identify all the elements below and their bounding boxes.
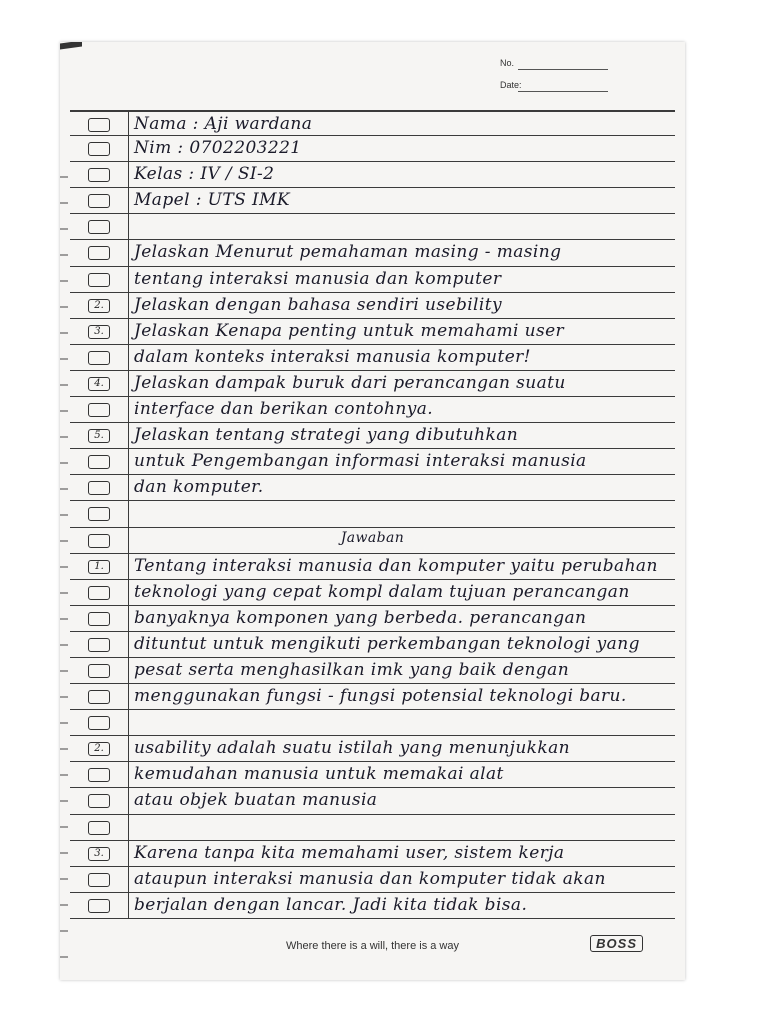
ruled-line [70, 162, 675, 188]
date-label: Date: [500, 80, 522, 90]
ruled-line [70, 371, 675, 397]
handwritten-text: Jelaskan Kenapa penting untuk memahami user [134, 320, 565, 341]
checkbox [88, 220, 110, 234]
handwritten-text: Jelaskan dampak buruk dari perancangan suatu [134, 372, 566, 393]
ruled-line [70, 762, 675, 788]
margin-line [128, 240, 129, 265]
ruled-line [70, 475, 675, 501]
handwritten-text: Mapel : UTS IMK [134, 190, 290, 211]
checkbox [88, 246, 110, 260]
margin-line [128, 632, 129, 657]
number-field [500, 58, 514, 68]
margin-line [128, 267, 129, 292]
ruled-line [70, 267, 675, 293]
margin-line [128, 423, 129, 448]
margin-line [128, 501, 129, 526]
ruled-line [70, 867, 675, 893]
checkbox: 2. [88, 299, 110, 313]
margin-line [128, 684, 129, 709]
binding-mark [60, 42, 82, 50]
checkbox [88, 768, 110, 782]
checkbox: 1. [88, 560, 110, 574]
checkbox [88, 118, 110, 132]
checkbox [88, 586, 110, 600]
checkbox [88, 481, 110, 495]
handwritten-text: Tentang interaksi manusia dan komputer yaitu perubahan [134, 555, 658, 576]
checkbox [88, 794, 110, 808]
checkbox [88, 507, 110, 521]
margin-line [128, 475, 129, 500]
ruled-line [70, 710, 675, 736]
handwritten-text: Jelaskan Menurut pemahaman masing - masing [134, 242, 562, 263]
margin-line [128, 788, 129, 813]
handwritten-text: ataupun interaksi manusia dan komputer tidak akan [134, 868, 606, 889]
margin-line [128, 188, 129, 213]
handwritten-text: atau objek buatan manusia [134, 790, 378, 811]
checkbox [88, 821, 110, 835]
margin-line [128, 762, 129, 787]
ruled-line [70, 606, 675, 632]
checkbox: 3. [88, 325, 110, 339]
ruled-line [70, 397, 675, 423]
brand-logo: BOSS [590, 935, 643, 952]
margin-line [128, 214, 129, 239]
handwritten-text: Kelas : IV / SI-2 [134, 164, 275, 185]
ruled-line [70, 501, 675, 527]
handwritten-text: Jawaban [340, 529, 405, 546]
margin-line [128, 580, 129, 605]
handwritten-text: Karena tanpa kita memahami user, sistem kerja [134, 842, 565, 863]
checkbox [88, 638, 110, 652]
ruled-line [70, 110, 675, 136]
checkbox [88, 716, 110, 730]
date-line [518, 91, 608, 92]
checkbox [88, 455, 110, 469]
margin-line [128, 867, 129, 892]
ruled-line [70, 188, 675, 214]
checkbox [88, 690, 110, 704]
margin-line [128, 345, 129, 370]
handwritten-text: dan komputer. [134, 477, 264, 498]
handwritten-text: tentang interaksi manusia dan komputer [134, 268, 502, 289]
ruled-line [70, 528, 675, 554]
ruled-lines [70, 110, 675, 919]
margin-line [128, 449, 129, 474]
ruled-line [70, 423, 675, 449]
ruled-line [70, 345, 675, 371]
checkbox: 3. [88, 847, 110, 861]
margin-line [128, 397, 129, 422]
number-line [518, 69, 608, 70]
handwritten-text: kemudahan manusia untuk memakai alat [134, 764, 504, 785]
handwritten-text: interface dan berikan contohnya. [134, 399, 434, 420]
date-field [500, 80, 522, 90]
handwritten-text: berjalan dengan lancar. Jadi kita tidak bisa. [134, 894, 528, 915]
margin-line [128, 371, 129, 396]
ruled-line [70, 449, 675, 475]
margin-line [128, 112, 129, 135]
handwritten-text: banyaknya komponen yang berbeda. perancangan [134, 607, 587, 628]
ruled-line [70, 319, 675, 345]
checkbox [88, 142, 110, 156]
ruled-line [70, 788, 675, 814]
handwritten-text: menggunakan fungsi - fungsi potensial teknologi baru. [134, 686, 627, 707]
ruled-line [70, 841, 675, 867]
ruled-line [70, 240, 675, 266]
handwritten-text: usability adalah suatu istilah yang menunjukkan [134, 738, 570, 759]
checkbox [88, 899, 110, 913]
ruled-line [70, 815, 675, 841]
margin-line [128, 162, 129, 187]
checkbox [88, 168, 110, 182]
ruled-line [70, 293, 675, 319]
notebook-page [60, 42, 685, 980]
margin-line [128, 319, 129, 344]
ruled-line [70, 736, 675, 762]
margin-line [128, 815, 129, 840]
checkbox [88, 403, 110, 417]
checkbox [88, 351, 110, 365]
ruled-line [70, 554, 675, 580]
handwritten-text: dalam konteks interaksi manusia komputer! [134, 346, 531, 367]
checkbox [88, 612, 110, 626]
margin-line [128, 841, 129, 866]
margin-line [128, 293, 129, 318]
number-label: No. [500, 58, 515, 68]
ruled-line [70, 632, 675, 658]
page-edge-ticks [60, 152, 68, 972]
checkbox [88, 194, 110, 208]
checkbox: 4. [88, 377, 110, 391]
checkbox [88, 873, 110, 887]
margin-line [128, 606, 129, 631]
handwritten-text: teknologi yang cepat kompl dalam tujuan perancangan [134, 581, 630, 602]
checkbox [88, 273, 110, 287]
handwritten-text: Nim : 0702203221 [134, 138, 302, 159]
handwritten-text: Jelaskan dengan bahasa sendiri usebility [134, 294, 502, 315]
ruled-line [70, 658, 675, 684]
ruled-line [70, 684, 675, 710]
handwritten-text: pesat serta menghasilkan imk yang baik dengan [134, 659, 570, 680]
handwritten-text: Jelaskan tentang strategi yang dibutuhkan [134, 425, 519, 446]
margin-line [128, 736, 129, 761]
checkbox: 5. [88, 429, 110, 443]
margin-line [128, 710, 129, 735]
ruled-line [70, 893, 675, 919]
handwritten-text: Nama : Aji wardana [134, 114, 313, 134]
ruled-line [70, 136, 675, 162]
ruled-line [70, 214, 675, 240]
margin-line [128, 893, 129, 918]
checkbox: 2. [88, 742, 110, 756]
footer-motto: Where there is a will, there is a way [285, 940, 459, 952]
margin-line [128, 554, 129, 579]
margin-line [128, 136, 129, 161]
handwritten-text: dituntut untuk mengikuti perkembangan teknologi yang [134, 633, 640, 654]
handwritten-text: untuk Pengembangan informasi interaksi manusia [134, 451, 587, 472]
margin-line [128, 658, 129, 683]
ruled-line [70, 580, 675, 606]
checkbox [88, 664, 110, 678]
